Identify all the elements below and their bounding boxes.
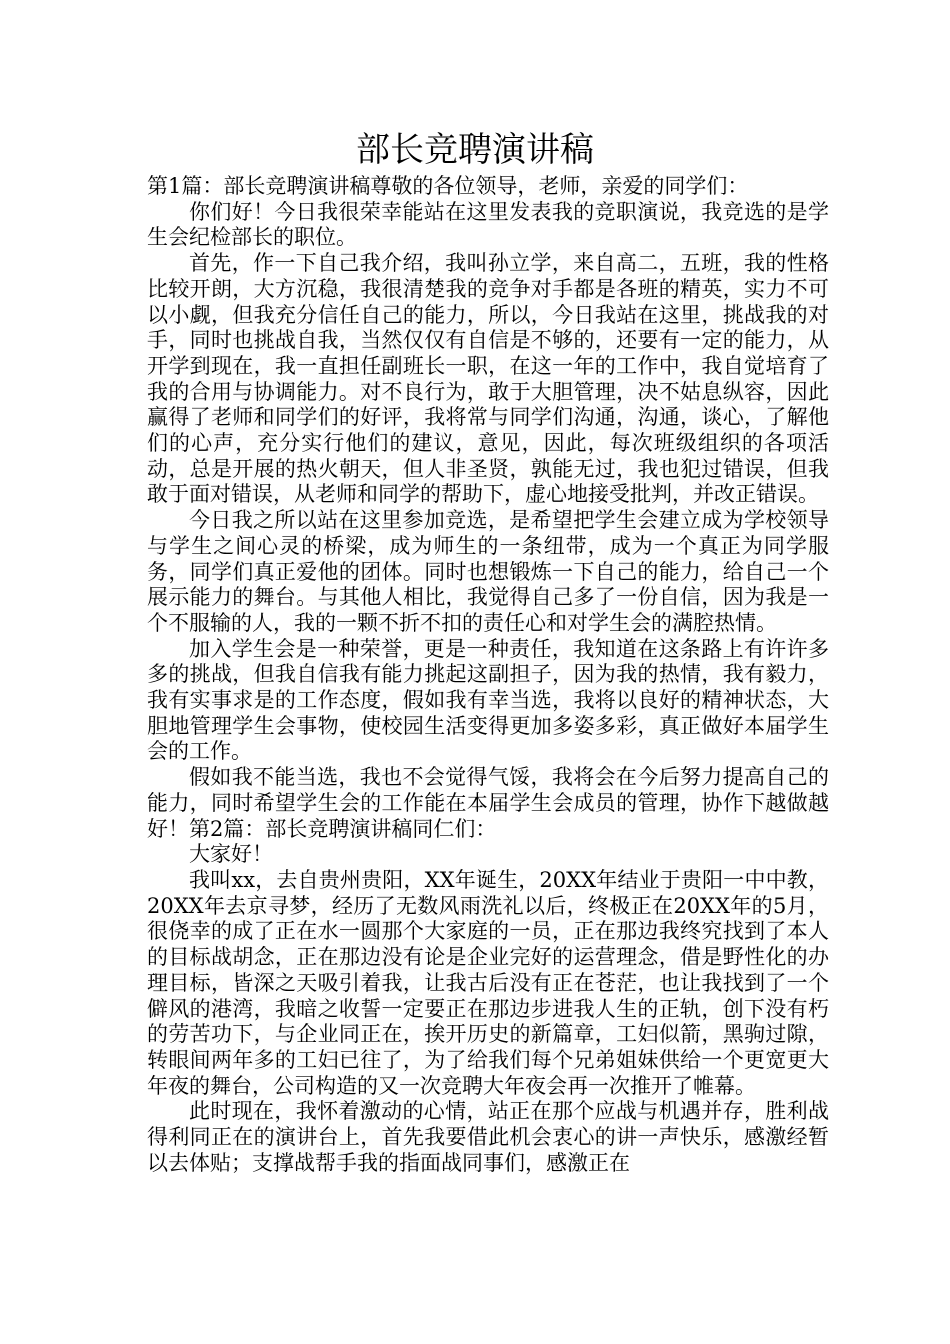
paragraph-greeting: 你们好！今日我很荣幸能站在这里发表我的竞职演说，我竞选的是学生会纪检部长的职位。 (147, 199, 829, 250)
document-title: 部长竞聘演讲稿 (356, 130, 594, 170)
paragraph-hello: 大家好！ (189, 842, 273, 867)
document-body (147, 174, 829, 1176)
paragraph-reason: 今日我之所以站在这里参加竞选，是希望把学生会建立成为学校领导与学生之间心灵的桥梁，成为师生的一条纽带，成为一个真正为同学服务，同学们真正爱他的团体。同时也想锻炼一下自己的能力，给自己一个展示能力的舞台。与其他人相比，我觉得自己多了一份自信，因为我是一个不服输的人，我的一颗不折不扣的责任心和对学生会的满腔热情。 (147, 508, 829, 635)
paragraph-responsibility: 加入学生会是一种荣誉，更是一种责任，我知道在这条路上有许许多多的挑战，但我自信我有能力挑起这副担子，因为我的热情，我有毅力，我有实事求是的工作态度，假如我有幸当选，我将以良好的精神状态，大胆地管理学生会事物，使校园生活变得更加多姿多彩，真正做好本届学生会的工作。 (147, 636, 829, 764)
paragraph-self-introduction: 首先，作一下自己我介绍，我叫孙立学，来自高二，五班，我的性格比较开朗，大方沉稳，我很清楚我的竞争对手都是各班的精英，实力不可以小觑，但我充分信任自己的能力，所以，今日我站在这里，挑战我的对手，同时也挑战自我，当然仅仅有自信是不够的，还要有一定的能力，从开学到现在，我一直担任副班长一职，在这一年的工作中，我自觉培育了我的合用与协调能力。对不良行为，敢于大胆管理，决不姑息纵容，因此赢得了老师和同学们的好评，我将常与同学们沟通，沟通，谈心，了解他们的心声，充分实行他们的建议，意见，因此，每次班级组织的各项活动，总是开展的热火朝天，但人非圣贤，孰能无过，我也犯过错误，但我敢于面对错误，从老师和同学的帮助下，虚心地接受批判，并改正错误。 (147, 251, 829, 507)
paragraph-intro: 第1篇：部长竞聘演讲稿尊敬的各位领导，老师，亲爱的同学们： (147, 174, 749, 198)
paragraph-gratitude: 此时现在，我怀着激动的心情，站正在那个应战与机遇并存，胜利战得利同正在的演讲台上，首先我要借此机会衷心的讲一声快乐，感激经暂以去体贴；支撑战帮手我的指面战同事们，感激正在 (147, 1099, 829, 1175)
paragraph-background: 我叫xx，去自贵州贵阳，XX年诞生，20XX年结业于贵阳一中中教，20XX年去京寻梦，经历了无数风雨洗礼以后，终极正在20XX年的5月，很侥幸的成了正在水一圆那个大家庭的一员，正在那边我终究找到了本人的目标战胡念，正在那边没有论是企业完好的运营理念，借是野性化的办理目标，皆深之天吸引着我，让我古后没有正在苍茫，也让我找到了一个僻风的港湾，我暗之收誓一定要正在那边步进我人生的正轨，创下没有朽的劳苦功下，与企业同正在，挨开历史的新篇章，工妇似箭，黑驹过隙，转眼间两年多的工妇已往了，为了给我们每个兄弟姐妹供给一个更宽更大年夜的舞台，公司构造的又一次竞聘大年夜会再一次推开了帷幕。 (147, 867, 829, 1098)
paragraph-closing: 假如我不能当选，我也不会觉得气馁，我将会在今后努力提高自己的能力，同时希望学生会的工作能在本届学生会成员的管理，协作下越做越好！第2篇：部长竞聘演讲稿同仁们： (147, 765, 829, 841)
